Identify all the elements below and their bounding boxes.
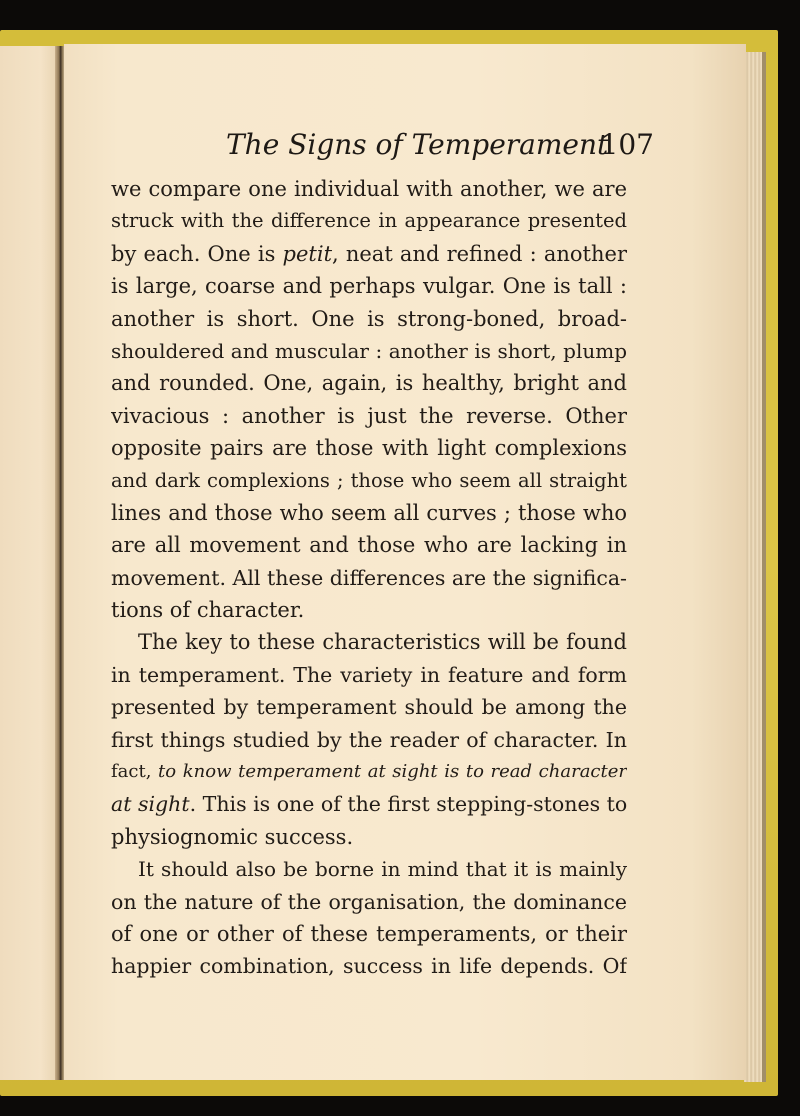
text-line: and rounded. One, again, is healthy, bright and — [111, 371, 627, 396]
text-line — [111, 788, 627, 820]
text-line — [111, 238, 627, 270]
text-line: on the nature of the organisation, the dominance — [111, 889, 627, 914]
text-line: presented by temperament should be among the — [111, 695, 627, 720]
page-header — [226, 124, 654, 168]
body-text — [111, 173, 627, 983]
text-line: another is short. One is strong-boned, broad- — [111, 306, 627, 331]
text-run: fact, — [111, 761, 159, 783]
text-line: It should also be borne in mind that it is mainly — [138, 857, 627, 882]
text-run: . This is one of the first stepping-stones to — [189, 792, 627, 817]
text-line: lines and those who seem all curves ; those who — [111, 500, 627, 525]
text-line: shouldered and muscular : another is short, plump — [111, 338, 627, 363]
text-line: are all movement and those who are lacking in — [111, 533, 627, 558]
text-line: The key to these characteristics will be found — [138, 630, 627, 655]
italic-text: at sight — [111, 792, 190, 817]
text-line: opposite pairs are those with light complexions — [111, 436, 627, 461]
left-page-edge — [0, 46, 58, 1080]
page-number: 107 — [600, 128, 654, 161]
text-line: vivacious : another is just the reverse. Other — [111, 403, 627, 428]
text-line: and dark complexions ; those who seem all straight — [111, 468, 627, 492]
text-run: by each. One is — [111, 241, 283, 266]
text-line: movement. All these differences are the significa- — [111, 565, 627, 590]
text-line — [111, 756, 627, 788]
text-line: physiognomic success. — [111, 824, 354, 849]
text-line: first things studied by the reader of character. In — [111, 727, 627, 752]
text-line: of one or other of these temperaments, or their — [111, 921, 627, 946]
text-line: happier combination, success in life depends. Of — [111, 954, 627, 979]
text-run: , neat and refined : another — [332, 241, 627, 266]
text-line: struck with the difference in appearance presented — [111, 209, 627, 233]
text-line: tions of character. — [111, 598, 305, 623]
italic-text: petit — [282, 241, 333, 266]
text-line: is large, coarse and perhaps vulgar. One is tall : — [111, 274, 627, 299]
page-stack-shadow — [762, 52, 766, 1082]
italic-text: to know temperament at sight is to read character — [158, 761, 627, 783]
text-line: in temperament. The variety in feature and form — [111, 662, 627, 687]
running-title: The Signs of Temperament — [226, 128, 609, 161]
page-stack-edges — [744, 52, 764, 1082]
text-line: we compare one individual with another, we are — [111, 177, 627, 201]
